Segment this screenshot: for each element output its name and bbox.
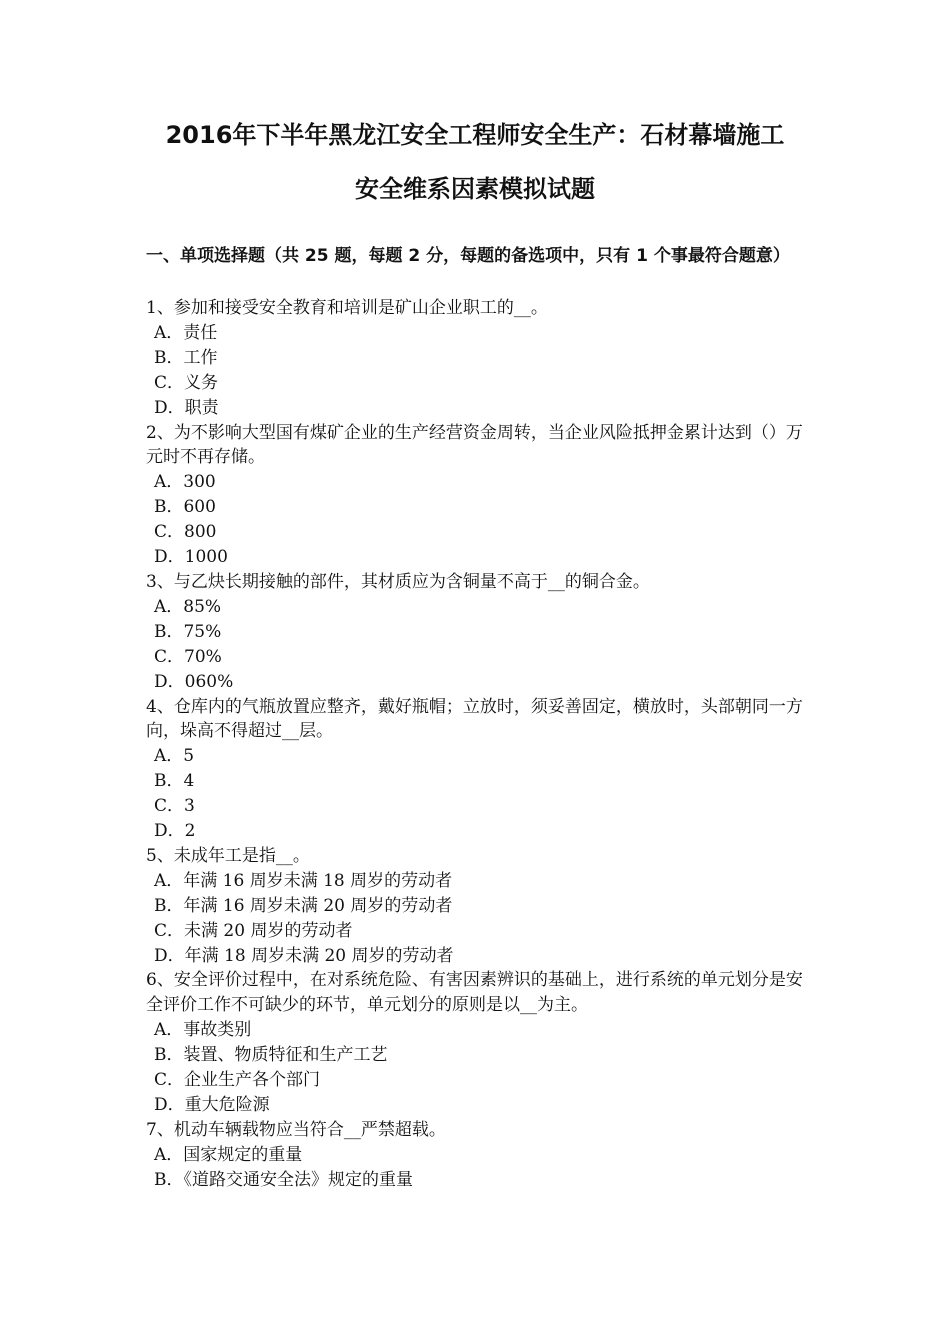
answer-option: A．责任 bbox=[154, 322, 218, 343]
question-text: 7、机动车辆载物应当符合__严禁超载。 bbox=[146, 1119, 446, 1140]
question-text: 6、安全评价过程中，在对系统危险、有害因素辨识的基础上，进行系统的单元划分是安全评价工作不可缺少的环节，单元划分的原则是以__为主。 bbox=[146, 970, 803, 1016]
answer-option: A．年满 16 周岁未满 18 周岁的劳动者 bbox=[154, 870, 453, 891]
section-heading: 一、单项选择题（共 25 题，每题 2 分，每题的备选项中，只有 1 个事最符合题意） bbox=[146, 246, 790, 266]
answer-option: D．2 bbox=[154, 821, 196, 842]
question-text: 5、未成年工是指__。 bbox=[146, 845, 310, 866]
answer-option: A．300 bbox=[154, 472, 216, 493]
answer-option: B．4 bbox=[154, 771, 195, 792]
answer-option: D．年满 18 周岁未满 20 周岁的劳动者 bbox=[154, 945, 454, 966]
answer-option: C．义务 bbox=[154, 372, 219, 393]
document-title-line-1: 2016年下半年黑龙江安全工程师安全生产：石材幕墙施工 bbox=[165, 121, 785, 149]
question-text: 1、参加和接受安全教育和培训是矿山企业职工的__。 bbox=[146, 298, 548, 318]
answer-option: D．1000 bbox=[154, 547, 228, 568]
question-text: 4、仓库内的气瓶放置应整齐，戴好瓶帽；立放时，须妥善固定，横放时，头部朝同一方向，垛高不得超过__层。 bbox=[146, 696, 803, 742]
answer-option: A．5 bbox=[154, 746, 195, 767]
answer-option: B．装置、物质特征和生产工艺 bbox=[154, 1045, 388, 1066]
answer-option: C．未满 20 周岁的劳动者 bbox=[154, 920, 353, 941]
question-text: 2、为不影响大型国有煤矿企业的生产经营资金周转，当企业风险抵押金累计达到（）万元时不再存储。 bbox=[146, 422, 803, 468]
answer-option: A．国家规定的重量 bbox=[154, 1144, 303, 1165]
question-list bbox=[146, 296, 816, 1193]
answer-option: C．800 bbox=[154, 522, 217, 543]
answer-option: B．工作 bbox=[154, 347, 218, 368]
answer-option: D．职责 bbox=[154, 397, 219, 418]
answer-option: C．企业生产各个部门 bbox=[154, 1070, 321, 1091]
answer-option: B．《道路交通安全法》规定的重量 bbox=[154, 1169, 413, 1190]
answer-option: B．75% bbox=[154, 621, 222, 642]
answer-option: D．060% bbox=[154, 671, 234, 692]
answer-option: A．事故类别 bbox=[154, 1020, 252, 1041]
answer-option: C．3 bbox=[154, 796, 195, 817]
answer-option: B．年满 16 周岁未满 20 周岁的劳动者 bbox=[154, 895, 453, 916]
answer-option: B．600 bbox=[154, 497, 216, 518]
answer-option: C．70% bbox=[154, 646, 222, 667]
answer-option: A．85% bbox=[154, 596, 222, 617]
document-title-line-2: 安全维系因素模拟试题 bbox=[355, 175, 595, 203]
question-text: 3、与乙炔长期接触的部件，其材质应为含铜量不高于__的铜合金。 bbox=[146, 571, 650, 592]
answer-option: D．重大危险源 bbox=[154, 1095, 270, 1115]
